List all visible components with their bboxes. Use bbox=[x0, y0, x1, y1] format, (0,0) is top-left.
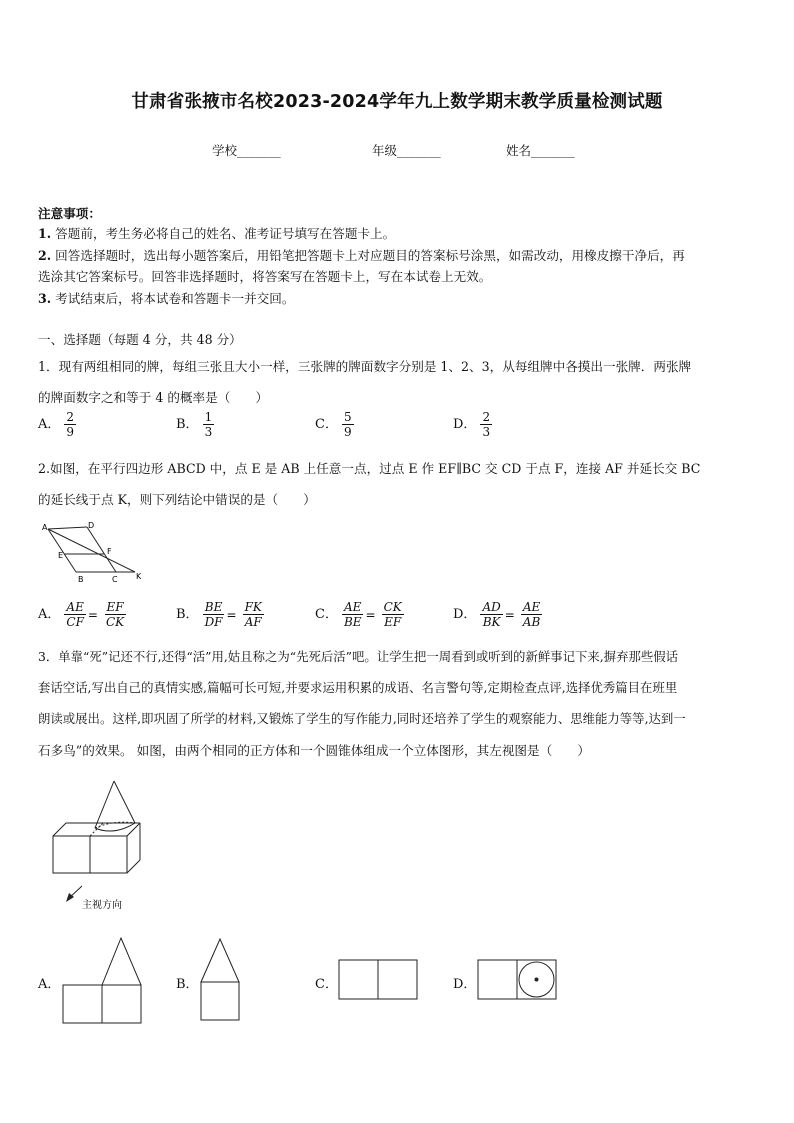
notice-item-1 bbox=[38, 223, 395, 242]
option-label: C． bbox=[315, 417, 338, 432]
q3-option-b-figure bbox=[200, 937, 242, 1023]
front-left-face bbox=[53, 836, 90, 873]
q3-line-1: 3．单靠“死”记还不行,还得“活”用,姑且称之为“先死后活”吧。让学生把一周看到或听到的新鲜事记下来,摒弃那些假话 bbox=[38, 649, 679, 664]
label-A: A bbox=[42, 523, 48, 532]
notice-item-3 bbox=[38, 288, 294, 307]
notice-text-2a: 回答选择题时，选出每小题答案后，用铅笔把答题卡上对应题目的答案标号涂黑，如需改动，用橡皮擦干净后，再 bbox=[55, 248, 685, 263]
q1-option-b[interactable] bbox=[176, 410, 214, 439]
square-left bbox=[478, 960, 517, 999]
fraction-left: $\frac{AE}{BE}$ bbox=[343, 600, 362, 629]
q3-option-c-label[interactable]: C． bbox=[315, 977, 338, 992]
q3-option-d-label[interactable]: D． bbox=[453, 977, 477, 992]
label-C: C bbox=[112, 575, 118, 584]
center-dot bbox=[535, 978, 539, 982]
q1-line-2: 的牌面数字之和等于 4 的概率是（ ） bbox=[38, 390, 269, 405]
q2-option-a[interactable] bbox=[38, 600, 126, 629]
equals-sign: = bbox=[87, 607, 98, 622]
notice-heading: 注意事项： bbox=[38, 206, 101, 221]
q3-line-3: 朗读或展出。这样,即巩固了所学的材料,又锻炼了学生的写作能力,同时还培养了学生的观察能力、思维能力等等,达到一 bbox=[38, 711, 686, 726]
q3-option-d-figure bbox=[477, 959, 559, 1001]
square bbox=[201, 982, 239, 1020]
grade-field: 年级_______ bbox=[372, 143, 441, 158]
notice-text-3: 考试结束后，将本试卷和答题卡一并交回。 bbox=[55, 291, 295, 306]
q3-option-a-label[interactable]: A． bbox=[38, 977, 61, 992]
fraction-right: $\frac{AE}{AB}$ bbox=[522, 600, 541, 629]
fraction-left: $\frac{BE}{DF}$ bbox=[204, 600, 223, 629]
q1-option-d[interactable] bbox=[453, 410, 492, 439]
cone-right-slant bbox=[114, 781, 135, 823]
notice-text-2b: 选涂其它答案标号。回答非选择题时，将答案写在答题卡上，写在本试卷上无效。 bbox=[38, 269, 492, 284]
cone-base-front bbox=[95, 823, 135, 831]
name-field: 姓名_______ bbox=[506, 143, 575, 158]
q3-option-a-figure bbox=[62, 937, 144, 1027]
q1-option-a[interactable] bbox=[38, 410, 76, 439]
option-label: A． bbox=[38, 607, 61, 622]
solid-figure bbox=[48, 778, 148, 913]
notice-text-1: 答题前，考生务必将自己的姓名、准考证号填写在答题卡上。 bbox=[55, 226, 396, 241]
notice-item-2 bbox=[38, 245, 685, 264]
square-right bbox=[102, 985, 141, 1023]
top-edge-left bbox=[53, 823, 66, 836]
segment-DC bbox=[87, 527, 116, 572]
school-field: 学校_______ bbox=[212, 143, 281, 158]
q2-option-c[interactable] bbox=[315, 600, 404, 629]
fraction-right: $\frac{CK}{EF}$ bbox=[383, 600, 402, 629]
option-label: A． bbox=[38, 417, 61, 432]
fraction-right: $\frac{FK}{AF}$ bbox=[244, 600, 262, 629]
cone-left-slant bbox=[95, 781, 114, 828]
option-label: B． bbox=[176, 417, 199, 432]
fraction: $\frac{2}{3}$ bbox=[482, 410, 491, 439]
q2-line-2: 的延长线于点 K，则下列结论中错误的是（ ） bbox=[38, 492, 316, 507]
option-label: D． bbox=[453, 607, 477, 622]
q2-line-1: 2.如图，在平行四边形 ABCD 中，点 E 是 AB 上任意一点，过点 E 作 EF∥BC 交 CD 于点 F，连接 AF 并延长交 BC bbox=[38, 461, 701, 476]
notice-num-1: 1. bbox=[38, 226, 52, 241]
equals-sign: = bbox=[226, 607, 237, 622]
label-E: E bbox=[58, 551, 64, 560]
notice-num-2: 2. bbox=[38, 248, 52, 263]
square-left bbox=[63, 985, 102, 1023]
segment-AD bbox=[48, 527, 87, 529]
top-edge-right bbox=[127, 823, 140, 836]
q3-line-4: 石多鸟”的效果。 如图，由两个相同的正方体和一个圆锥体组成一个立体图形，其左视图是（ ） bbox=[38, 743, 590, 758]
q3-line-2: 套话空话,写出自己的真情实感,篇幅可长可短,并要求运用积累的成语、名言警句等,定期检查点评,选择优秀篇目在班里 bbox=[38, 680, 678, 695]
q1-option-c[interactable] bbox=[315, 410, 354, 439]
parallelogram-figure bbox=[38, 520, 150, 584]
section-heading: 一、选择题（每题 4 分，共 48 分） bbox=[38, 332, 242, 347]
q1-line-1: 1．现有两组相同的牌，每组三张且大小一样，三张牌的牌面数字分别是 1、2、3，从每组牌中各摸出一张牌．两张牌 bbox=[38, 359, 692, 374]
label-K: K bbox=[136, 572, 142, 581]
option-label: C． bbox=[315, 607, 338, 622]
square-right bbox=[378, 960, 417, 999]
q2-option-d[interactable] bbox=[453, 600, 542, 629]
label-D: D bbox=[88, 521, 95, 530]
side-bottom-edge bbox=[127, 860, 140, 873]
equals-sign: = bbox=[504, 607, 515, 622]
fraction-left: $\frac{AE}{CF}$ bbox=[66, 600, 84, 629]
fraction: $\frac{2}{9}$ bbox=[66, 410, 75, 439]
q3-option-b-label[interactable]: B． bbox=[176, 977, 199, 992]
page-title: 甘肃省张掖市名校2023-2024学年九上数学期末教学质量检测试题 bbox=[131, 92, 663, 112]
fraction: $\frac{1}{3}$ bbox=[204, 410, 213, 439]
triangle bbox=[102, 938, 141, 985]
option-label: D． bbox=[453, 417, 477, 432]
notice-num-3: 3. bbox=[38, 291, 52, 306]
fraction-left: $\frac{AD}{BK}$ bbox=[482, 600, 501, 629]
equals-sign: = bbox=[365, 607, 376, 622]
q3-option-c-figure bbox=[338, 959, 420, 1001]
option-label: B． bbox=[176, 607, 199, 622]
view-direction-caption: 主视方向 bbox=[82, 900, 122, 911]
square-left bbox=[339, 960, 378, 999]
fraction: $\frac{5}{9}$ bbox=[343, 410, 352, 439]
triangle bbox=[201, 939, 239, 982]
front-right-face bbox=[90, 836, 127, 873]
fraction-right: $\frac{EF}{CK}$ bbox=[105, 600, 125, 629]
label-B: B bbox=[78, 575, 84, 584]
label-F: F bbox=[107, 547, 112, 556]
q2-option-b[interactable] bbox=[176, 600, 264, 629]
